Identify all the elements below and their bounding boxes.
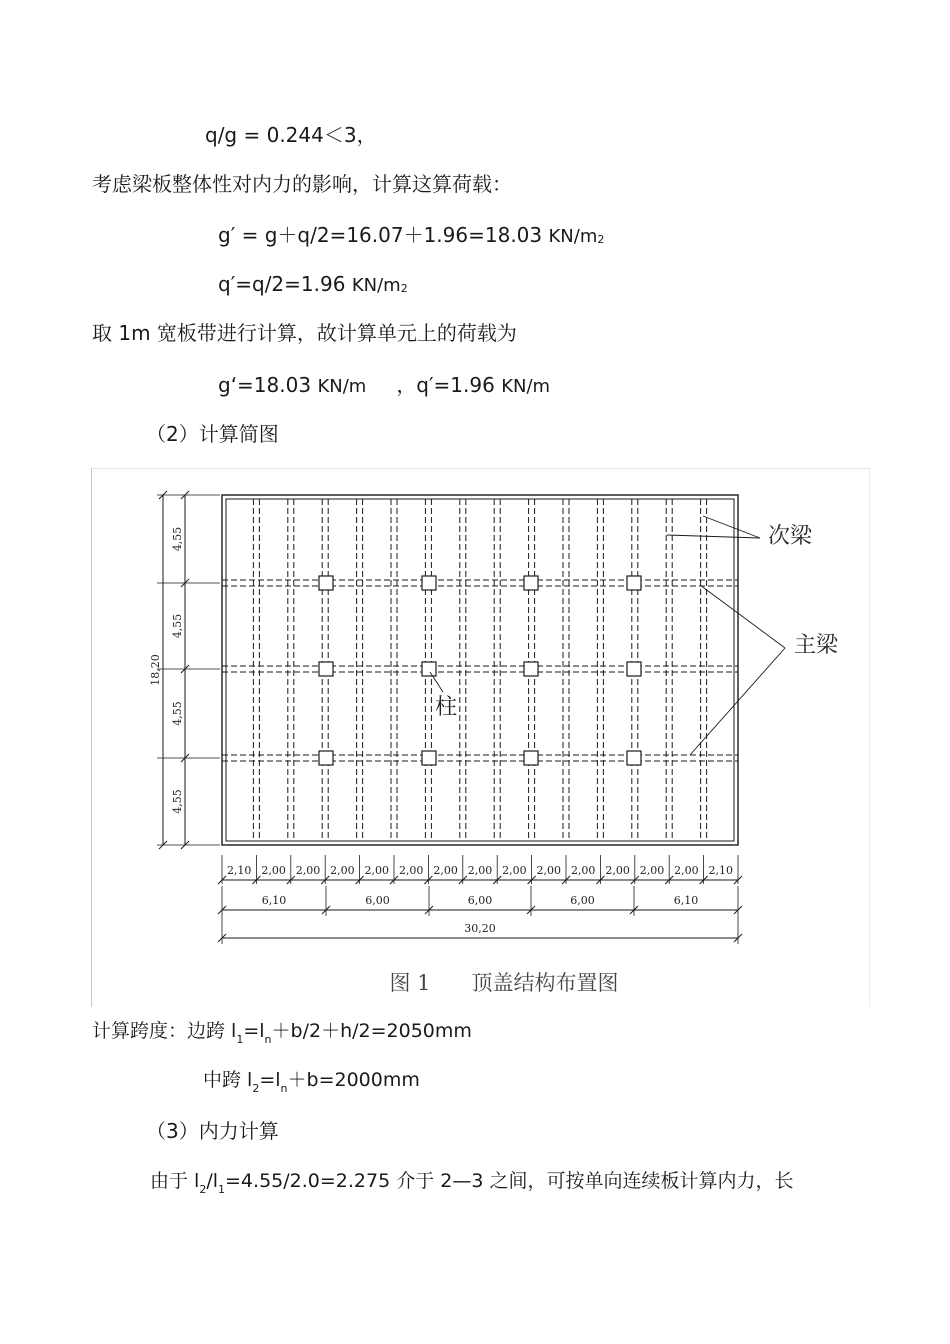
ratio-paragraph <box>150 1172 793 1195</box>
dimension-label: 6,10 <box>261 894 287 907</box>
dimension-label: 4,55 <box>171 701 184 726</box>
column-marker <box>627 576 641 590</box>
dimension-label: 6,00 <box>467 894 493 907</box>
dimension-label: 2,10 <box>226 864 252 877</box>
leader-line <box>667 535 760 538</box>
subscript: 1 <box>236 1033 244 1046</box>
equation-text: g′ = g＋q/2=16.07＋1.96=18.03 <box>218 223 549 247</box>
ratio-line: q/g = 0.244＜3， <box>205 123 377 147</box>
dimension-label: 2,00 <box>330 864 355 877</box>
dimension-label: 6,00 <box>365 894 390 907</box>
span-middle-line <box>203 1071 420 1094</box>
q-load: ，q′=1.96 <box>396 373 502 397</box>
dimension-total-label: 18,20 <box>149 654 162 686</box>
unit: KN/m <box>317 376 367 397</box>
dimension-label: 6,00 <box>570 894 595 907</box>
unit: KN/m <box>548 226 598 247</box>
subscript: 2 <box>199 1183 207 1196</box>
text: ＋b=2000mm <box>287 1069 420 1091</box>
dimension-label: 2,00 <box>605 864 630 877</box>
text: =l <box>259 1069 281 1091</box>
label-secondary-beam: 次梁 <box>767 524 813 549</box>
dimension-label: 2,00 <box>433 864 458 877</box>
unit-exponent: 2 <box>597 233 605 246</box>
column-marker <box>627 751 641 765</box>
plan-inner-border <box>226 499 734 841</box>
dimension-total-label: 30,20 <box>464 922 496 935</box>
text: /l <box>206 1170 219 1192</box>
text: =l <box>243 1020 265 1042</box>
text: 由于 l <box>150 1170 200 1192</box>
column-marker <box>524 662 538 676</box>
leader-line <box>700 585 785 648</box>
column-marker <box>319 576 333 590</box>
subscript: n <box>264 1033 272 1046</box>
dimension-label: 4,55 <box>171 789 184 814</box>
dimension-label: 2,10 <box>708 864 734 877</box>
column-marker <box>319 751 333 765</box>
equation-text: q′=q/2=1.96 <box>218 272 352 296</box>
unit-exponent: 2 <box>400 282 408 295</box>
section-2-heading: （2）计算简图 <box>146 422 279 446</box>
strip-line: 取 1m 宽板带进行计算，故计算单元上的荷载为 <box>92 321 517 345</box>
column-marker <box>319 662 333 676</box>
text: 中跨 l <box>203 1069 253 1091</box>
figure-caption-number: 图 1 <box>389 971 431 995</box>
g-load: g‘=18.03 <box>218 373 318 397</box>
section-3-heading: （3）内力计算 <box>146 1119 279 1143</box>
dimension-label: 2,00 <box>467 864 493 877</box>
subscript: 1 <box>218 1183 226 1196</box>
dimension-label: 2,00 <box>398 864 424 877</box>
dimension-label: 2,00 <box>502 864 527 877</box>
dimension-label: 2,00 <box>295 864 321 877</box>
text: 计算跨度：边跨 l <box>92 1020 237 1042</box>
dimension-label: 6,10 <box>673 894 699 907</box>
figure-caption-title: 顶盖结构布置图 <box>471 971 619 995</box>
column-marker <box>422 576 436 590</box>
unit: KN/m <box>501 376 551 397</box>
subscript: 2 <box>252 1082 260 1095</box>
span-edge-line <box>92 1022 472 1045</box>
plan-outer-border <box>222 495 738 845</box>
unit: KN/m <box>351 275 401 296</box>
column-marker <box>627 662 641 676</box>
dimension-label: 2,00 <box>536 864 562 877</box>
text: ＋b/2＋h/2=2050mm <box>271 1020 472 1042</box>
leader-line <box>703 516 760 538</box>
column-marker <box>422 662 436 676</box>
label-column: 柱 <box>434 695 458 720</box>
dimension-label: 2,00 <box>639 864 665 877</box>
column-marker <box>524 576 538 590</box>
dimension-label: 2,00 <box>261 864 286 877</box>
dimension-label: 4,55 <box>171 526 184 552</box>
intro-line: 考虑梁板整体性对内力的影响，计算这算荷载： <box>92 172 512 196</box>
dimension-label: 2,00 <box>364 864 390 877</box>
column-marker <box>422 751 436 765</box>
dimension-label: 4,55 <box>171 613 184 639</box>
dimension-label: 2,00 <box>570 864 596 877</box>
text: =4.55/2.0=2.275 介于 2—3 之间，可按单向连续板计算内力，长 <box>225 1170 794 1192</box>
label-main-beam: 主梁 <box>793 633 839 658</box>
dimension-label: 2,00 <box>674 864 699 877</box>
column-marker <box>524 751 538 765</box>
subscript: n <box>280 1082 288 1095</box>
